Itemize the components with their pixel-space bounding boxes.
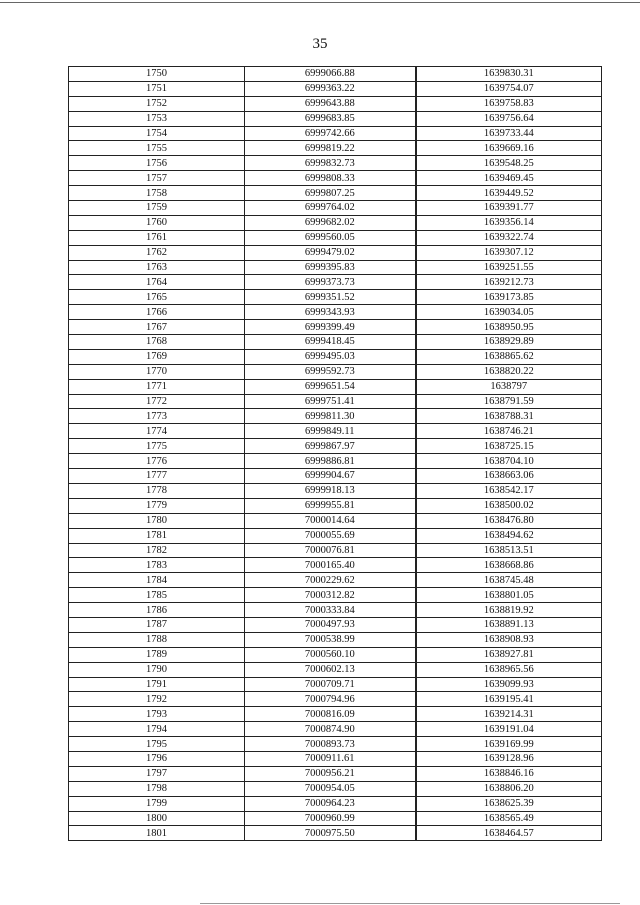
y-coordinate-cell: 1639195.41: [416, 692, 602, 707]
point-number-cell: 1752: [69, 96, 245, 111]
x-coordinate-cell: 7000165.40: [245, 558, 416, 573]
point-number-cell: 1759: [69, 201, 245, 216]
coordinate-table-body: [69, 67, 602, 841]
bottom-rule: [200, 903, 620, 904]
table-row: [69, 186, 602, 201]
table-row: [69, 215, 602, 230]
table-row: [69, 320, 602, 335]
point-number-cell: 1769: [69, 349, 245, 364]
y-coordinate-cell: 1638746.21: [416, 424, 602, 439]
x-coordinate-cell: 7000956.21: [245, 766, 416, 781]
x-coordinate-cell: 7000014.64: [245, 513, 416, 528]
table-row: [69, 171, 602, 186]
x-coordinate-cell: 6999592.73: [245, 364, 416, 379]
point-number-cell: 1764: [69, 275, 245, 290]
table-row: [69, 394, 602, 409]
point-number-cell: 1754: [69, 126, 245, 141]
x-coordinate-cell: 7000794.96: [245, 692, 416, 707]
table-row: [69, 483, 602, 498]
y-coordinate-cell: 1638668.86: [416, 558, 602, 573]
point-number-cell: 1760: [69, 215, 245, 230]
x-coordinate-cell: 6999399.49: [245, 320, 416, 335]
point-number-cell: 1776: [69, 454, 245, 469]
x-coordinate-cell: 6999808.33: [245, 171, 416, 186]
point-number-cell: 1787: [69, 617, 245, 632]
point-number-cell: 1758: [69, 186, 245, 201]
point-number-cell: 1780: [69, 513, 245, 528]
point-number-cell: 1801: [69, 826, 245, 841]
table-row: [69, 543, 602, 558]
y-coordinate-cell: 1639214.31: [416, 707, 602, 722]
table-row: [69, 335, 602, 350]
x-coordinate-cell: 7000076.81: [245, 543, 416, 558]
point-number-cell: 1771: [69, 379, 245, 394]
point-number-cell: 1784: [69, 573, 245, 588]
table-row: [69, 126, 602, 141]
x-coordinate-cell: 6999395.83: [245, 260, 416, 275]
point-number-cell: 1793: [69, 707, 245, 722]
table-row: [69, 379, 602, 394]
y-coordinate-cell: 1638806.20: [416, 781, 602, 796]
point-number-cell: 1775: [69, 439, 245, 454]
point-number-cell: 1756: [69, 156, 245, 171]
x-coordinate-cell: 7000312.82: [245, 588, 416, 603]
point-number-cell: 1788: [69, 632, 245, 647]
table-row: [69, 498, 602, 513]
table-row: [69, 439, 602, 454]
y-coordinate-cell: 1639322.74: [416, 230, 602, 245]
x-coordinate-cell: 7000497.93: [245, 617, 416, 632]
point-number-cell: 1772: [69, 394, 245, 409]
point-number-cell: 1795: [69, 737, 245, 752]
x-coordinate-cell: 7000893.73: [245, 737, 416, 752]
point-number-cell: 1800: [69, 811, 245, 826]
point-number-cell: 1799: [69, 796, 245, 811]
y-coordinate-cell: 1638625.39: [416, 796, 602, 811]
top-rule: [0, 2, 640, 3]
y-coordinate-cell: 1638846.16: [416, 766, 602, 781]
x-coordinate-cell: 7000874.90: [245, 722, 416, 737]
table-row: [69, 260, 602, 275]
x-coordinate-cell: 7000975.50: [245, 826, 416, 841]
point-number-cell: 1790: [69, 662, 245, 677]
point-number-cell: 1765: [69, 290, 245, 305]
point-number-cell: 1785: [69, 588, 245, 603]
y-coordinate-cell: 1639099.93: [416, 677, 602, 692]
point-number-cell: 1779: [69, 498, 245, 513]
table-row: [69, 111, 602, 126]
point-number-cell: 1751: [69, 81, 245, 96]
x-coordinate-cell: 6999811.30: [245, 409, 416, 424]
x-coordinate-cell: 6999343.93: [245, 305, 416, 320]
y-coordinate-cell: 1639191.04: [416, 722, 602, 737]
x-coordinate-cell: 6999832.73: [245, 156, 416, 171]
y-coordinate-cell: 1638950.95: [416, 320, 602, 335]
y-coordinate-cell: 1638791.59: [416, 394, 602, 409]
point-number-cell: 1757: [69, 171, 245, 186]
table-row: [69, 305, 602, 320]
point-number-cell: 1768: [69, 335, 245, 350]
y-coordinate-cell: 1639449.52: [416, 186, 602, 201]
x-coordinate-cell: 6999643.88: [245, 96, 416, 111]
y-coordinate-cell: 1639830.31: [416, 67, 602, 82]
x-coordinate-cell: 6999351.52: [245, 290, 416, 305]
x-coordinate-cell: 7000709.71: [245, 677, 416, 692]
table-row: [69, 588, 602, 603]
table-row: [69, 201, 602, 216]
x-coordinate-cell: 6999495.03: [245, 349, 416, 364]
point-number-cell: 1797: [69, 766, 245, 781]
coordinate-table: [68, 66, 602, 841]
y-coordinate-cell: 1639173.85: [416, 290, 602, 305]
x-coordinate-cell: 7000333.84: [245, 603, 416, 618]
table-row: [69, 364, 602, 379]
table-row: [69, 707, 602, 722]
x-coordinate-cell: 6999682.02: [245, 215, 416, 230]
table-row: [69, 751, 602, 766]
x-coordinate-cell: 6999886.81: [245, 454, 416, 469]
y-coordinate-cell: 1638819.92: [416, 603, 602, 618]
y-coordinate-cell: 1639754.07: [416, 81, 602, 96]
point-number-cell: 1770: [69, 364, 245, 379]
point-number-cell: 1767: [69, 320, 245, 335]
table-row: [69, 692, 602, 707]
point-number-cell: 1781: [69, 528, 245, 543]
y-coordinate-cell: 1638801.05: [416, 588, 602, 603]
point-number-cell: 1786: [69, 603, 245, 618]
table-row: [69, 67, 602, 82]
x-coordinate-cell: 6999751.41: [245, 394, 416, 409]
point-number-cell: 1774: [69, 424, 245, 439]
y-coordinate-cell: 1638797: [416, 379, 602, 394]
y-coordinate-cell: 1639548.25: [416, 156, 602, 171]
y-coordinate-cell: 1638788.31: [416, 409, 602, 424]
table-row: [69, 156, 602, 171]
x-coordinate-cell: 7000055.69: [245, 528, 416, 543]
x-coordinate-cell: 7000954.05: [245, 781, 416, 796]
y-coordinate-cell: 1639034.05: [416, 305, 602, 320]
table-row: [69, 826, 602, 841]
point-number-cell: 1792: [69, 692, 245, 707]
point-number-cell: 1762: [69, 245, 245, 260]
table-row: [69, 230, 602, 245]
table-row: [69, 781, 602, 796]
y-coordinate-cell: 1639307.12: [416, 245, 602, 260]
point-number-cell: 1778: [69, 483, 245, 498]
y-coordinate-cell: 1638929.89: [416, 335, 602, 350]
point-number-cell: 1789: [69, 647, 245, 662]
y-coordinate-cell: 1639469.45: [416, 171, 602, 186]
x-coordinate-cell: 6999683.85: [245, 111, 416, 126]
y-coordinate-cell: 1639669.16: [416, 141, 602, 156]
point-number-cell: 1753: [69, 111, 245, 126]
table-row: [69, 349, 602, 364]
table-row: [69, 632, 602, 647]
y-coordinate-cell: 1638725.15: [416, 439, 602, 454]
table-row: [69, 409, 602, 424]
point-number-cell: 1763: [69, 260, 245, 275]
x-coordinate-cell: 6999867.97: [245, 439, 416, 454]
table-row: [69, 96, 602, 111]
y-coordinate-cell: 1639733.44: [416, 126, 602, 141]
table-row: [69, 424, 602, 439]
y-coordinate-cell: 1638464.57: [416, 826, 602, 841]
point-number-cell: 1782: [69, 543, 245, 558]
point-number-cell: 1755: [69, 141, 245, 156]
point-number-cell: 1750: [69, 67, 245, 82]
table-row: [69, 513, 602, 528]
point-number-cell: 1777: [69, 469, 245, 484]
y-coordinate-cell: 1638908.93: [416, 632, 602, 647]
table-row: [69, 722, 602, 737]
x-coordinate-cell: 7000964.23: [245, 796, 416, 811]
x-coordinate-cell: 7000960.99: [245, 811, 416, 826]
y-coordinate-cell: 1638476.80: [416, 513, 602, 528]
table-row: [69, 454, 602, 469]
y-coordinate-cell: 1639169.99: [416, 737, 602, 752]
table-row: [69, 796, 602, 811]
y-coordinate-cell: 1638494.62: [416, 528, 602, 543]
table-row: [69, 647, 602, 662]
y-coordinate-cell: 1638542.17: [416, 483, 602, 498]
y-coordinate-cell: 1639128.96: [416, 751, 602, 766]
y-coordinate-cell: 1638513.51: [416, 543, 602, 558]
x-coordinate-cell: 6999955.81: [245, 498, 416, 513]
x-coordinate-cell: 6999849.11: [245, 424, 416, 439]
y-coordinate-cell: 1639758.83: [416, 96, 602, 111]
x-coordinate-cell: 7000602.13: [245, 662, 416, 677]
table-row: [69, 141, 602, 156]
x-coordinate-cell: 7000911.61: [245, 751, 416, 766]
x-coordinate-cell: 7000538.99: [245, 632, 416, 647]
x-coordinate-cell: 6999904.67: [245, 469, 416, 484]
x-coordinate-cell: 6999418.45: [245, 335, 416, 350]
table-row: [69, 677, 602, 692]
y-coordinate-cell: 1639391.77: [416, 201, 602, 216]
x-coordinate-cell: 6999479.02: [245, 245, 416, 260]
point-number-cell: 1794: [69, 722, 245, 737]
table-row: [69, 275, 602, 290]
x-coordinate-cell: 7000816.09: [245, 707, 416, 722]
x-coordinate-cell: 7000560.10: [245, 647, 416, 662]
point-number-cell: 1798: [69, 781, 245, 796]
x-coordinate-cell: 6999819.22: [245, 141, 416, 156]
y-coordinate-cell: 1638745.48: [416, 573, 602, 588]
table-row: [69, 811, 602, 826]
point-number-cell: 1773: [69, 409, 245, 424]
x-coordinate-cell: 6999560.05: [245, 230, 416, 245]
table-row: [69, 662, 602, 677]
x-coordinate-cell: 6999363.22: [245, 81, 416, 96]
x-coordinate-cell: 6999918.13: [245, 483, 416, 498]
table-row: [69, 469, 602, 484]
table-row: [69, 290, 602, 305]
x-coordinate-cell: 6999807.25: [245, 186, 416, 201]
table-row: [69, 617, 602, 632]
table-row: [69, 558, 602, 573]
y-coordinate-cell: 1638565.49: [416, 811, 602, 826]
table-row: [69, 573, 602, 588]
point-number-cell: 1796: [69, 751, 245, 766]
coordinate-table-container: [68, 66, 601, 841]
y-coordinate-cell: 1638865.62: [416, 349, 602, 364]
x-coordinate-cell: 6999764.02: [245, 201, 416, 216]
y-coordinate-cell: 1639212.73: [416, 275, 602, 290]
table-row: [69, 528, 602, 543]
table-row: [69, 81, 602, 96]
y-coordinate-cell: 1638891.13: [416, 617, 602, 632]
x-coordinate-cell: 6999742.66: [245, 126, 416, 141]
x-coordinate-cell: 6999651.54: [245, 379, 416, 394]
x-coordinate-cell: 6999066.88: [245, 67, 416, 82]
point-number-cell: 1783: [69, 558, 245, 573]
page-number: 35: [312, 36, 328, 52]
point-number-cell: 1791: [69, 677, 245, 692]
x-coordinate-cell: 6999373.73: [245, 275, 416, 290]
y-coordinate-cell: 1638500.02: [416, 498, 602, 513]
point-number-cell: 1761: [69, 230, 245, 245]
y-coordinate-cell: 1639251.55: [416, 260, 602, 275]
table-row: [69, 766, 602, 781]
y-coordinate-cell: 1638965.56: [416, 662, 602, 677]
table-row: [69, 603, 602, 618]
x-coordinate-cell: 7000229.62: [245, 573, 416, 588]
table-row: [69, 737, 602, 752]
y-coordinate-cell: 1638663.06: [416, 469, 602, 484]
y-coordinate-cell: 1639756.64: [416, 111, 602, 126]
y-coordinate-cell: 1639356.14: [416, 215, 602, 230]
y-coordinate-cell: 1638820.22: [416, 364, 602, 379]
y-coordinate-cell: 1638927.81: [416, 647, 602, 662]
table-row: [69, 245, 602, 260]
point-number-cell: 1766: [69, 305, 245, 320]
y-coordinate-cell: 1638704.10: [416, 454, 602, 469]
